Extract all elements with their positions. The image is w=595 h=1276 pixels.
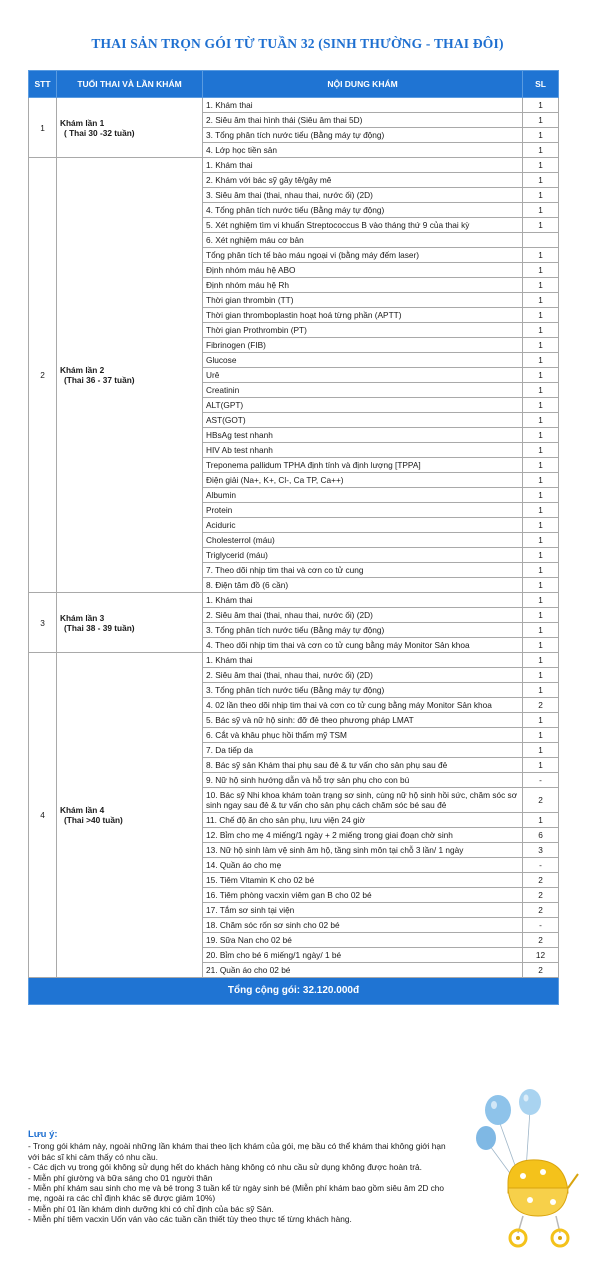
service-quantity: 2 [523,903,559,918]
service-item: Cholesterrol (máu) [203,533,523,548]
table-row [29,593,559,608]
header-visit: TUỔI THAI VÀ LẦN KHÁM [57,71,203,98]
service-quantity: 1 [523,458,559,473]
visit-number: 2 [29,158,57,593]
service-item: Điện giải (Na+, K+, Cl-, Ca TP, Ca++) [203,473,523,488]
service-quantity: 1 [523,728,559,743]
service-item: 1. Khám thai [203,158,523,173]
service-quantity: - [523,858,559,873]
service-item: 4. Lớp học tiền sản [203,143,523,158]
service-item: 5. Bác sỹ và nữ hộ sinh: đỡ đẻ theo phương pháp LMAT [203,713,523,728]
service-quantity: 1 [523,533,559,548]
header-stt: STT [29,71,57,98]
service-item: 15. Tiêm Vitamin K cho 02 bé [203,873,523,888]
service-item: Protein [203,503,523,518]
package-table [28,70,559,1005]
service-item: 6. Cắt và khâu phục hồi thẩm mỹ TSM [203,728,523,743]
service-item: Fibrinogen (FIB) [203,338,523,353]
note-line: - Miễn phí giường và bữa sáng cho 01 người thân [28,1172,213,1183]
visit-week-range: ( Thai 30 -32 tuần) [64,127,135,138]
service-item: 5. Xét nghiệm tìm vi khuẩn Streptococcus B vào tháng thứ 9 của thai kỳ [203,218,523,233]
notes-heading: Lưu ý: [28,1129,58,1140]
service-quantity: 1 [523,158,559,173]
service-quantity: 1 [523,218,559,233]
service-quantity: 1 [523,128,559,143]
service-quantity: 1 [523,473,559,488]
service-item: Treponema pallidum TPHA định tính và định lượng [TPPA] [203,458,523,473]
service-item: 2. Siêu âm thai (thai, nhau thai, nước ối) (2D) [203,608,523,623]
service-quantity: 2 [523,933,559,948]
total-price: Tổng cộng gói: 32.120.000đ [29,978,559,1005]
service-item: ALT(GPT) [203,398,523,413]
service-quantity: 1 [523,293,559,308]
service-quantity: 2 [523,698,559,713]
service-quantity: 1 [523,323,559,338]
service-quantity: 1 [523,263,559,278]
service-item: 2. Khám với bác sỹ gây tê/gây mê [203,173,523,188]
service-quantity: 1 [523,683,559,698]
note-line: - Miễn phí tiêm vacxin Uốn ván vào các tuần cần thiết tùy theo thực tế từng khách hàng. [28,1214,352,1225]
notes-section [28,1130,448,1225]
service-item: 3. Tổng phân tích nước tiểu (Bằng máy tự động) [203,623,523,638]
visit-number: 3 [29,593,57,653]
service-quantity: 1 [523,743,559,758]
table-header-row [29,71,559,98]
service-item: Glucose [203,353,523,368]
notes-list [28,1141,448,1224]
service-quantity: 3 [523,843,559,858]
service-item: 8. Bác sỹ sản Khám thai phụ sau đẻ & tư vấn cho sản phụ sau đẻ [203,758,523,773]
service-quantity: 1 [523,398,559,413]
service-item: 4. Tổng phân tích nước tiểu (Bằng máy tự động) [203,203,523,218]
service-quantity: 1 [523,623,559,638]
service-quantity: - [523,918,559,933]
service-quantity: 1 [523,713,559,728]
note-line: - Các dịch vụ trong gói không sử dụng hết do khách hàng không có nhu cầu sử dụng không được hoàn trả. [28,1162,422,1173]
service-item: 4. 02 lần theo dõi nhịp tim thai và cơn co tử cung bằng máy Monitor Sản khoa [203,698,523,713]
service-item: 11. Chế độ ăn cho sản phụ, lưu viện 24 giờ [203,813,523,828]
table-body [29,98,559,978]
visit-number: 1 [29,98,57,158]
service-item: 7. Da tiếp da [203,743,523,758]
service-item: 14. Quần áo cho mẹ [203,858,523,873]
service-quantity: 1 [523,413,559,428]
service-item: 1. Khám thai [203,653,523,668]
service-quantity: 1 [523,203,559,218]
visit-label: Khám lần 4 [60,805,105,815]
service-item: 8. Điện tâm đồ (6 cần) [203,578,523,593]
service-quantity: 1 [523,278,559,293]
service-quantity: 1 [523,638,559,653]
service-quantity: - [523,773,559,788]
service-item: Tổng phân tích tế bào máu ngoại vi (bằng máy đếm laser) [203,248,523,263]
service-item: 20. Bỉm cho bé 6 miếng/1 ngày/ 1 bé [203,948,523,963]
service-quantity: 2 [523,788,559,813]
service-quantity: 1 [523,653,559,668]
service-item: 6. Xét nghiệm máu cơ bản [203,233,523,248]
service-item: Thời gian thromboplastin hoạt hoá từng phần (APTT) [203,308,523,323]
visit-cell [57,158,203,593]
service-quantity: 1 [523,428,559,443]
service-item: 13. Nữ hộ sinh làm vệ sinh âm hộ, tầng sinh môn tại chỗ 3 lần/ 1 ngày [203,843,523,858]
service-item: 3. Tổng phân tích nước tiểu (Bằng máy tự động) [203,683,523,698]
service-quantity: 12 [523,948,559,963]
service-quantity: 1 [523,608,559,623]
visit-label: Khám lần 1 [60,117,105,128]
visit-week-range: (Thai >40 tuần) [64,815,123,825]
service-quantity: 1 [523,813,559,828]
service-quantity: 1 [523,113,559,128]
service-quantity: 1 [523,593,559,608]
service-quantity: 1 [523,188,559,203]
service-item: Creatinin [203,383,523,398]
service-item: 17. Tắm sơ sinh tại viện [203,903,523,918]
service-quantity: 1 [523,758,559,773]
table-row [29,653,559,668]
header-qty: SL [523,71,559,98]
page-title: THAI SẢN TRỌN GÓI TỪ TUẦN 32 (SINH THƯỜNG - THAI ĐÔI) [91,36,504,51]
service-quantity: 1 [523,353,559,368]
service-quantity: 1 [523,548,559,563]
service-item: AST(GOT) [203,413,523,428]
service-item: Định nhóm máu hệ Rh [203,278,523,293]
visit-label: Khám lần 3 [60,612,105,623]
service-quantity: 1 [523,308,559,323]
note-line: - Trong gói khám này, ngoài những lần khám thai theo lịch khám của gói, mẹ bầu có thể khám thai không giới hạn với bác sĩ khi cảm thấy có nhu cầu. [28,1141,446,1162]
service-item: 3. Tổng phân tích nước tiểu (Bằng máy tự động) [203,128,523,143]
visit-cell [57,653,203,978]
service-item: 12. Bỉm cho mẹ 4 miếng/1 ngày + 2 miếng trong giai đoạn chờ sinh [203,828,523,843]
service-item: 2. Siêu âm thai (thai, nhau thai, nước ối) (2D) [203,668,523,683]
service-item: 2. Siêu âm thai hình thái (Siêu âm thai 5D) [203,113,523,128]
service-item: 1. Khám thai [203,98,523,113]
service-quantity: 2 [523,963,559,978]
service-quantity: 1 [523,143,559,158]
visit-cell [57,593,203,653]
service-quantity: 1 [523,578,559,593]
visit-cell [57,98,203,158]
service-quantity: 1 [523,488,559,503]
table-row [29,98,559,113]
visit-week-range: (Thai 38 - 39 tuần) [64,622,135,633]
service-item: 4. Theo dõi nhịp tim thai và cơn co tử cung bằng máy Monitor Sản khoa [203,638,523,653]
note-line: - Miễn phí khám sau sinh cho mẹ và bé trong 3 tuần kể từ ngày sinh bé (Miễn phí khám bao gồm siêu âm 2D cho mẹ, ngoài ra các chỉ định khác sẽ được giảm 10%) [28,1183,445,1204]
service-item: 21. Quần áo cho 02 bé [203,963,523,978]
service-quantity: 6 [523,828,559,843]
service-item: 3. Siêu âm thai (thai, nhau thai, nước ối) (2D) [203,188,523,203]
service-item: 16. Tiêm phòng vacxin viêm gan B cho 02 bé [203,888,523,903]
total-row [29,978,559,1005]
service-item: HBsAg test nhanh [203,428,523,443]
service-item: 18. Chăm sóc rốn sơ sinh cho 02 bé [203,918,523,933]
stroller-icon [508,1160,578,1246]
service-item: 19. Sữa Nan cho 02 bé [203,933,523,948]
visit-week-range: (Thai 36 - 37 tuần) [64,375,135,385]
service-quantity: 2 [523,873,559,888]
service-quantity: 1 [523,668,559,683]
service-quantity: 1 [523,98,559,113]
service-quantity: 1 [523,338,559,353]
service-item: Định nhóm máu hệ ABO [203,263,523,278]
service-quantity: 2 [523,888,559,903]
header-content: NỘI DUNG KHÁM [203,71,523,98]
service-item: 1. Khám thai [203,593,523,608]
visit-number: 4 [29,653,57,978]
service-item: Urê [203,368,523,383]
stroller-illustration [468,1088,583,1258]
service-item: Triglycerid (máu) [203,548,523,563]
service-item: 7. Theo dõi nhịp tim thai và cơn co tử cung [203,563,523,578]
service-quantity: 1 [523,248,559,263]
service-item: Albumin [203,488,523,503]
service-quantity: 1 [523,503,559,518]
table-row [29,158,559,173]
service-item: 10. Bác sỹ Nhi khoa khám toàn trạng sơ sinh, cùng nữ hộ sinh hồi sức, chăm sóc sơ sinh ngay sau đẻ & tư vấn cho sản phụ cách chăm sóc bé sau đẻ [203,788,523,813]
service-quantity: 1 [523,368,559,383]
visit-label: Khám lần 2 [60,365,105,375]
service-item: Thời gian thrombin (TT) [203,293,523,308]
service-item: HIV Ab test nhanh [203,443,523,458]
note-line: - Miễn phí 01 lần khám dinh dưỡng khi có chỉ định của bác sỹ Sản. [28,1203,274,1214]
service-quantity: 1 [523,443,559,458]
service-item: Aciduric [203,518,523,533]
service-quantity [523,233,559,248]
service-quantity: 1 [523,563,559,578]
service-quantity: 1 [523,383,559,398]
service-item: Thời gian Prothrombin (PT) [203,323,523,338]
service-quantity: 1 [523,173,559,188]
service-quantity: 1 [523,518,559,533]
service-item: 9. Nữ hộ sinh hướng dẫn và hỗ trợ sản phụ cho con bú [203,773,523,788]
